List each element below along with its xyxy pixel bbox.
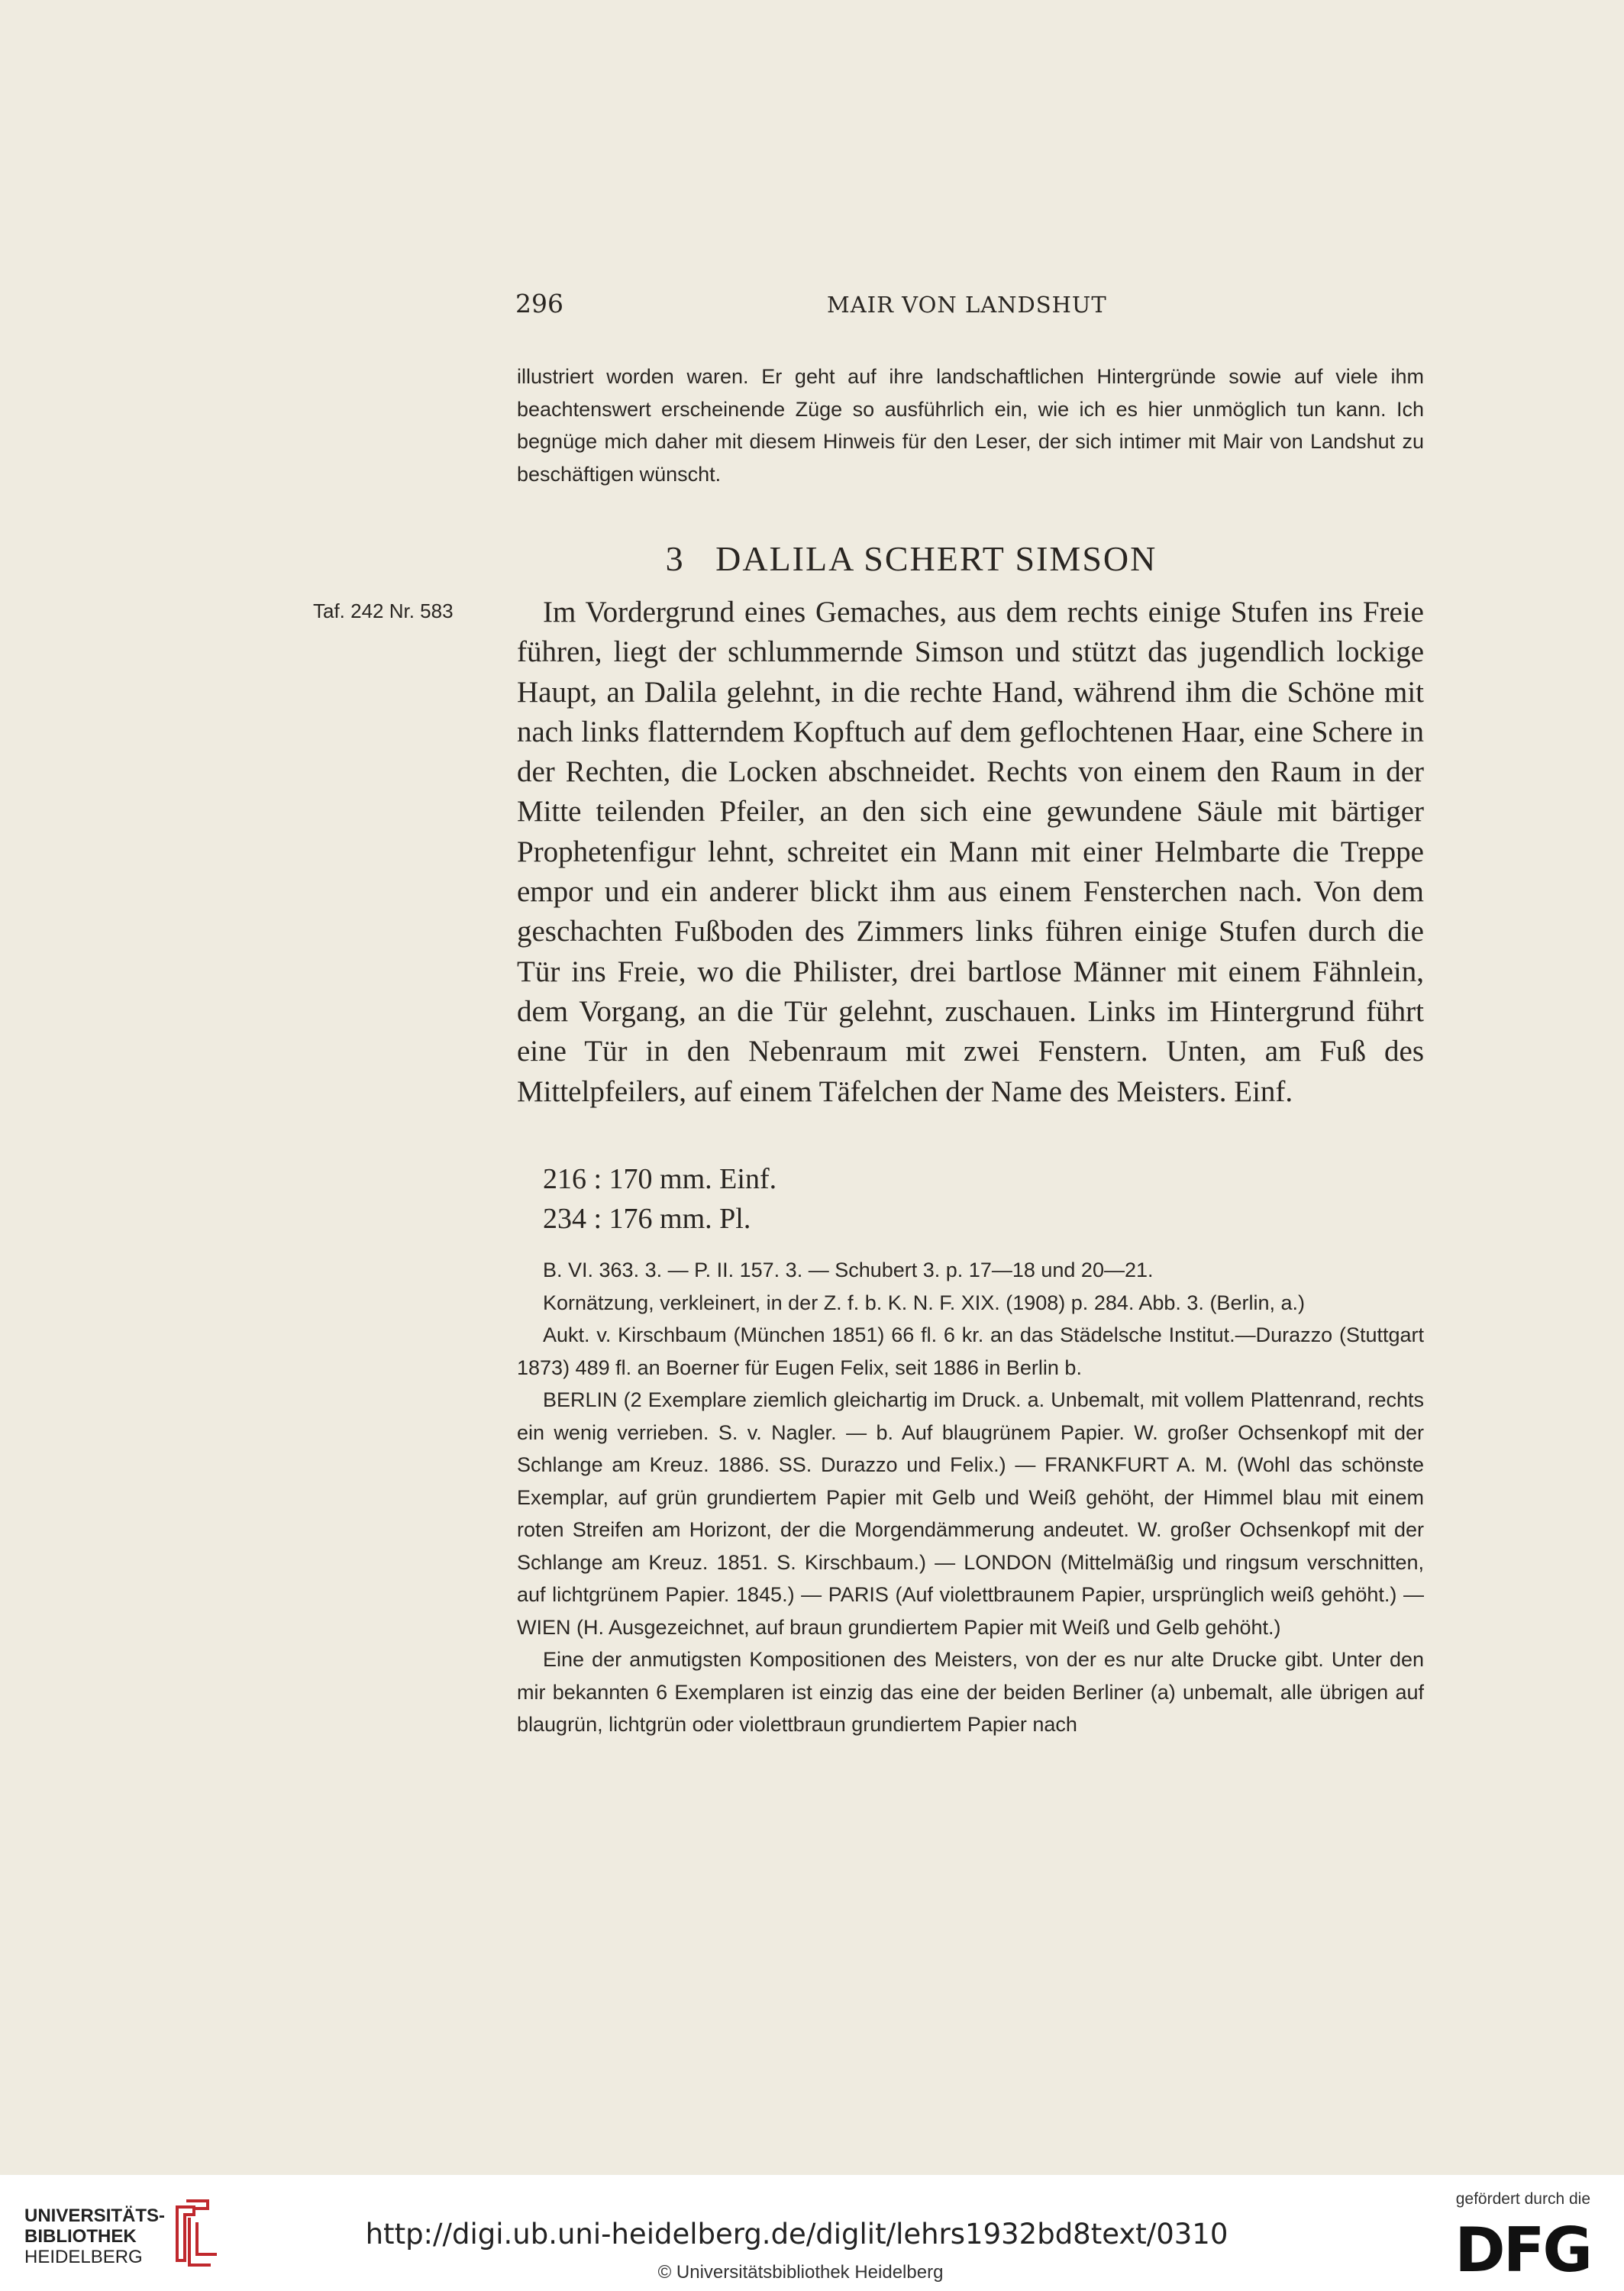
notes-block <box>517 1254 1424 1741</box>
page-header <box>515 289 1424 327</box>
running-head: MAIR VON LANDSHUT <box>827 292 1107 318</box>
page-number: 296 <box>515 289 563 318</box>
intro-paragraph: illustriert worden waren. Er geht auf ihre landschaftlichen Hintergründe sowie auf viele ihm beachtenswert erscheinende Züge so ausführlich ein, wie ich es hier unmöglich tun kann. Ich begnüge mich daher mit diesem Hinweis für den Leser, der sich intimer mit Mair von Landshut zu beschäftigen wünscht. <box>517 365 1424 486</box>
library-name-line2: BIBLIOTHEK <box>24 2226 137 2247</box>
description-paragraph <box>517 593 1424 1112</box>
section-heading: 3 DALILA SCHERT SIMSON <box>665 539 1157 578</box>
note-exemplars: BERLIN (2 Exemplare ziemlich gleichartig im Druck. a. Unbemalt, mit vollem Plattenrand, rechts ein wenig verrieben. S. v. Nagler. — b. Auf blaugrünem Papier. W. großer Ochsenkopf mit der Schlange am Kreuz. 1886. SS. Durazzo und Felix.) — FRANKFURT A. M. (Wohl das schönste Exemplar, auf grün grundiertem Papier mit Gelb und Weiß gehöht, der Himmel blau mit einem roten Streifen am Horizont, der die Morgendämmerung andeutet. W. großer Ochsenkopf mit der Schlange am Kreuz. 1851. S. Kirschbaum.) — LONDON (Mittelmäßig und ringsum verschnitten, auf lichtgrünem Papier. 1845.) — PARIS (Auf violettbraunem Papier, ursprünglich weiß gehöht.) — WIEN (H. Ausgezeichnet, auf braun grundiertem Papier mit Weiß und Gelb gehöht.) <box>517 1388 1424 1639</box>
permalink-url[interactable]: http://digi.ub.uni-heidelberg.de/diglit/lehrs1932bd8text/0310 <box>365 2218 1228 2251</box>
note-reproduction: Kornätzung, verkleinert, in der Z. f. b. K. N. F. XIX. (1908) p. 284. Abb. 3. (Berlin, a.) <box>543 1291 1305 1314</box>
library-name-line1: UNIVERSITÄTS- <box>24 2205 166 2226</box>
dimensions-block <box>543 1159 776 1239</box>
note-provenance: Aukt. v. Kirschbaum (München 1851) 66 fl. 6 kr. an das Städelsche Institut.—Durazzo (Stuttgart 1873) 489 fl. an Boerner für Eugen Felix, seit 1886 in Berlin b. <box>517 1323 1424 1379</box>
note-commentary: Eine der anmutigsten Kompositionen des Meisters, von der es nur alte Drucke gibt. Unter den mir bekannten 6 Exemplaren ist einzig das eine der beiden Berliner (a) unbemalt, alle übrigen auf blaugrün, lichtgrün oder violettbraun grundiertem Papier nach <box>517 1648 1424 1736</box>
funding-text: gefördert durch die <box>1455 2190 1590 2208</box>
description-text: Im Vordergrund eines Gemaches, aus dem rechts einige Stufen ins Freie führen, liegt der schlummernde Simson und stützt das jugendlich lockige Haupt, an Dalila gelehnt, in die rechte Hand, während ihm die Schöne mit nach links flatterndem Kopftuch auf dem geflochtenen Haar, eine Schere in der Rechten, die Locken abschneidet. Rechts von einem den Raum in der Mitte teilenden Pfeiler, an den sich eine gewundene Säule mit bärtiger Prophetenfigur lehnt, schreitet ein Mann mit einer Helmbarte die Treppe empor und ein anderer blickt ihm aus einem Fensterchen nach. Von dem geschachten Fußboden des Zimmers links führen einige Stufen durch die Tür ins Freie, wo die Philister, drei bartlose Männer mit einem Fähnlein, dem Vorgang, an die Tür gelehnt, zuschauen. Links im Hintergrund führt eine Tür in den Nebenraum mit zwei Fenstern. Unten, am Fuß des Mittelpfeilers, auf einem Täfelchen der Name des Meisters. Einf. <box>517 596 1424 1108</box>
dimension-einf: 216 : 170 mm. Einf. <box>543 1163 777 1195</box>
library-name-line3: HEIDELBERG <box>24 2247 143 2267</box>
note-bibliography: B. VI. 363. 3. — P. II. 157. 3. — Schubert 3. p. 17—18 und 20—21. <box>543 1259 1154 1281</box>
plate-reference: Taf. 242 Nr. 583 <box>313 599 454 622</box>
copyright-notice: © Universitätsbibliothek Heidelberg <box>657 2262 944 2283</box>
dfg-logo: DFG <box>1454 2215 1590 2286</box>
dimension-pl: 234 : 176 mm. Pl. <box>543 1203 751 1235</box>
footer-bar <box>0 2175 1624 2291</box>
